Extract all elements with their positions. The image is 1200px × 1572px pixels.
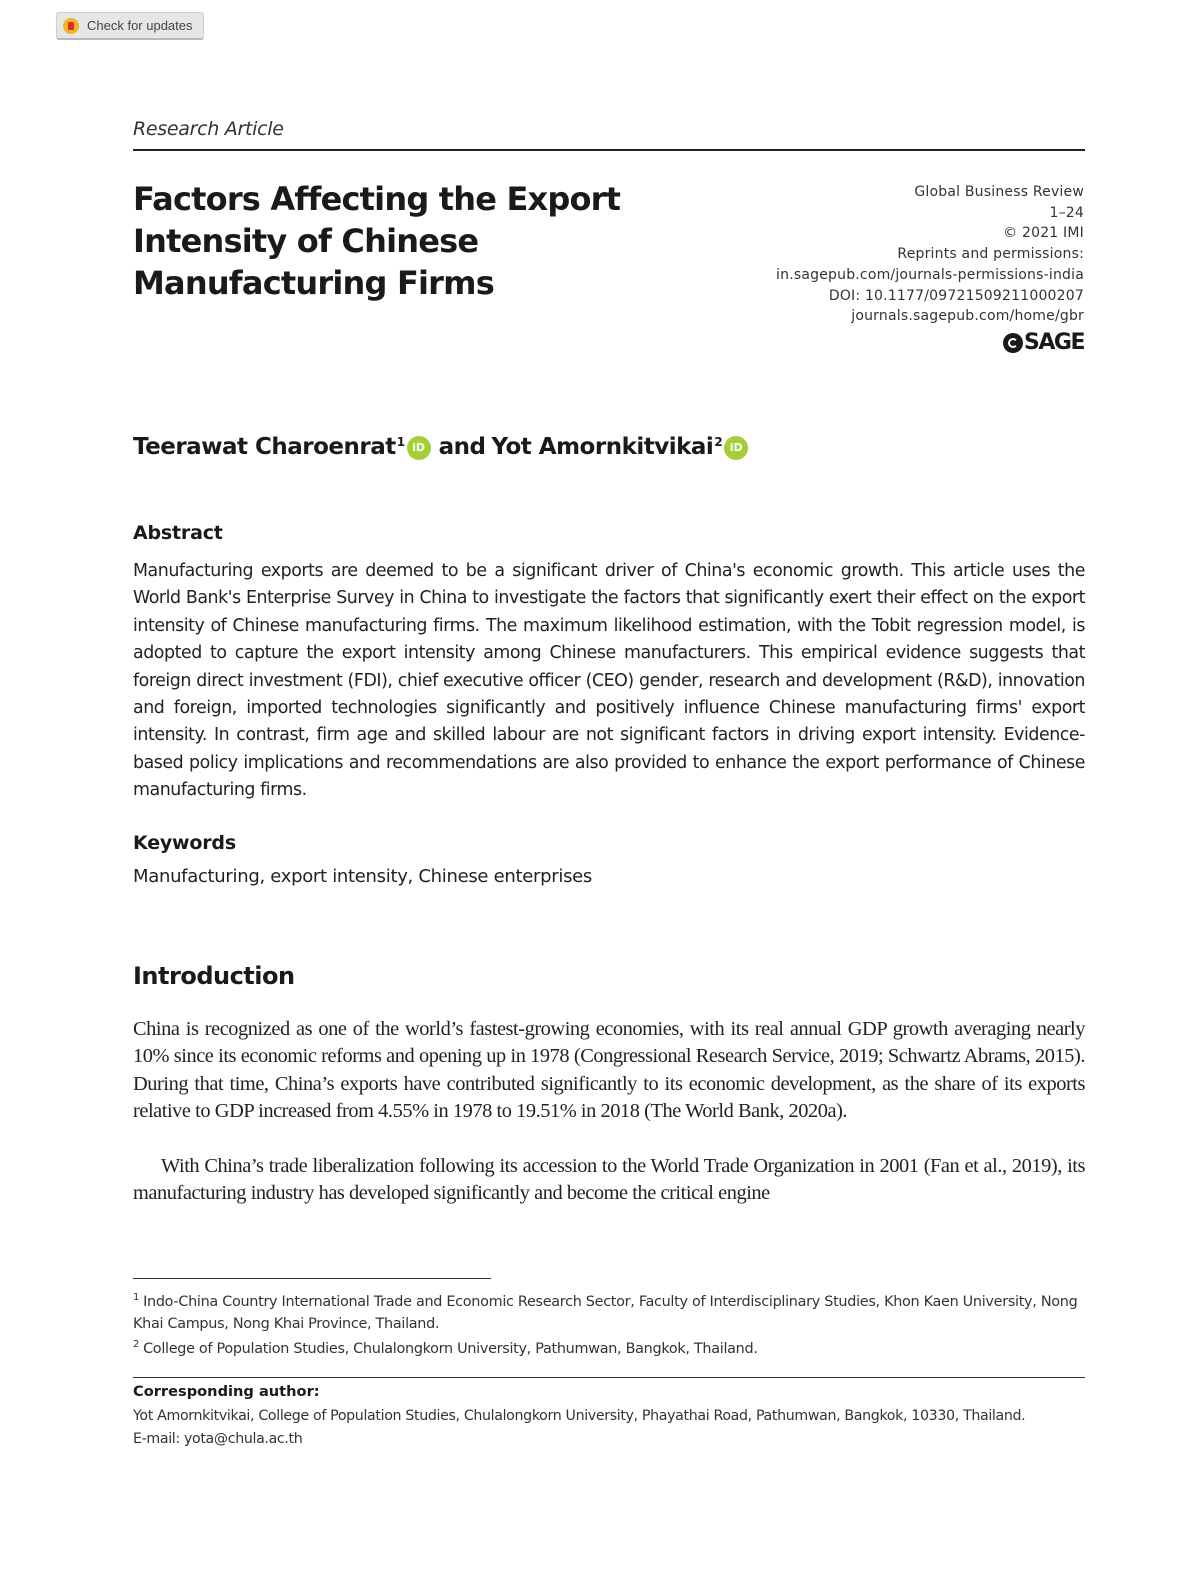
permissions-link[interactable]: in.sagepub.com/journals-permissions-india [776,266,1084,283]
reprints-label: Reprints and permissions: [897,246,1084,263]
footnote-text: Indo-China Country International Trade and Economic Research Sector, Faculty of Interdisciplinary Studies, Khon Kaen University, Nong Khai Campus, Nong Khai Province, Thailand. [133,1293,1078,1332]
corresponding-email[interactable]: E-mail: yota@chula.ac.th [133,1430,303,1447]
header-divider [133,149,1085,151]
corresponding-author-details [133,1405,1025,1450]
keywords-heading: Keywords [133,832,236,854]
copyright: © 2021 IMI [1003,225,1084,242]
footnote-mark: 1 [133,1292,140,1303]
keywords-text: Manufacturing, export intensity, Chinese enterprises [133,866,593,887]
body-paragraph: China is recognized as one of the world’s fastest-growing economies, with its real annual GDP growth averaging nearly 10% since its economic reforms and opening up in 1978 (Congressional Research Service, 2019; Schwartz Abrams, 2015). During that time, China’s exports have contributed significantly to its economic development, as the share of its exports relative to GDP increased from 4.55% in 1978 to 19.51% in 2018 (The World Bank, 2020a). [133,1018,1085,1122]
footnote-divider [133,1278,491,1279]
sage-wordmark: SAGE [1024,330,1084,355]
journal-home-link[interactable]: journals.sagepub.com/home/gbr [851,308,1084,325]
orcid-icon[interactable]: iD [407,436,431,460]
check-for-updates-button[interactable] [56,12,204,40]
author-name: Yot Amornkitvikai [491,434,714,460]
journal-name: Global Business Review [914,184,1084,200]
body-paragraph: With China’s trade liberalization following its accession to the World Trade Organization in 2001 (Fan et al., 2019), its manufacturing industry has developed significantly and become the critical engine [133,1155,1085,1205]
article-type: Research Article [133,118,284,140]
sage-logo [1003,330,1084,355]
page-range: 1–24 [1049,204,1084,221]
check-for-updates-label: Check for updates [87,18,193,33]
footnote [133,1334,1085,1360]
footnote [133,1287,1085,1335]
doi-link[interactable]: DOI: 10.1177/09721509211000207 [828,287,1084,304]
corresponding-address: Yot Amornkitvikai, College of Population Studies, Chulalongkorn University, Phayathai Road, Pathumwan, Bangkok, 10330, Thailand. [133,1408,1026,1424]
author-conjunction: and [438,434,486,460]
affiliation-mark: 1 [396,435,405,449]
abstract-heading: Abstract [133,522,223,544]
affiliation-mark: 2 [714,435,723,449]
author-name: Teerawat Charoenrat [133,434,396,460]
corresponding-divider [133,1377,1085,1378]
article-title: Factors Affecting the Export Intensity of Chinese Manufacturing Firms [133,180,621,302]
orcid-icon[interactable]: iD [724,436,748,460]
corresponding-author-label: Corresponding author: [133,1383,320,1400]
abstract-text: Manufacturing exports are deemed to be a significant driver of China's economic growth. This article uses the World Bank's Enterprise Survey in China to investigate the factors that significantly exert their effect on the export intensity of Chinese manufacturing firms. The maximum likelihood estimation, with the Tobit regression model, is adopted to capture the export intensity among Chinese manufacturers. This empirical evidence suggests that foreign direct investment (FDI), chief executive officer (CEO) gender, research and development (R&D), innovation and foreign, imported technologies significantly and positively influence Chinese manufacturing firms' export intensity. In contrast, firm age and skilled labour are not significant factors in driving export intensity. Evidence-based policy implications and recommendations are also provided to enhance the export performance of Chinese manufacturing firms. [133,561,1085,801]
sage-mark-icon [1003,333,1023,353]
introduction-heading: Introduction [133,962,295,990]
footnote-text: College of Population Studies, Chulalongkorn University, Pathumwan, Bangkok, Thailand. [143,1340,758,1357]
footnote-mark: 2 [133,1339,140,1350]
journal-meta [776,182,1084,327]
author-list [133,434,748,460]
crossmark-icon [63,18,79,34]
